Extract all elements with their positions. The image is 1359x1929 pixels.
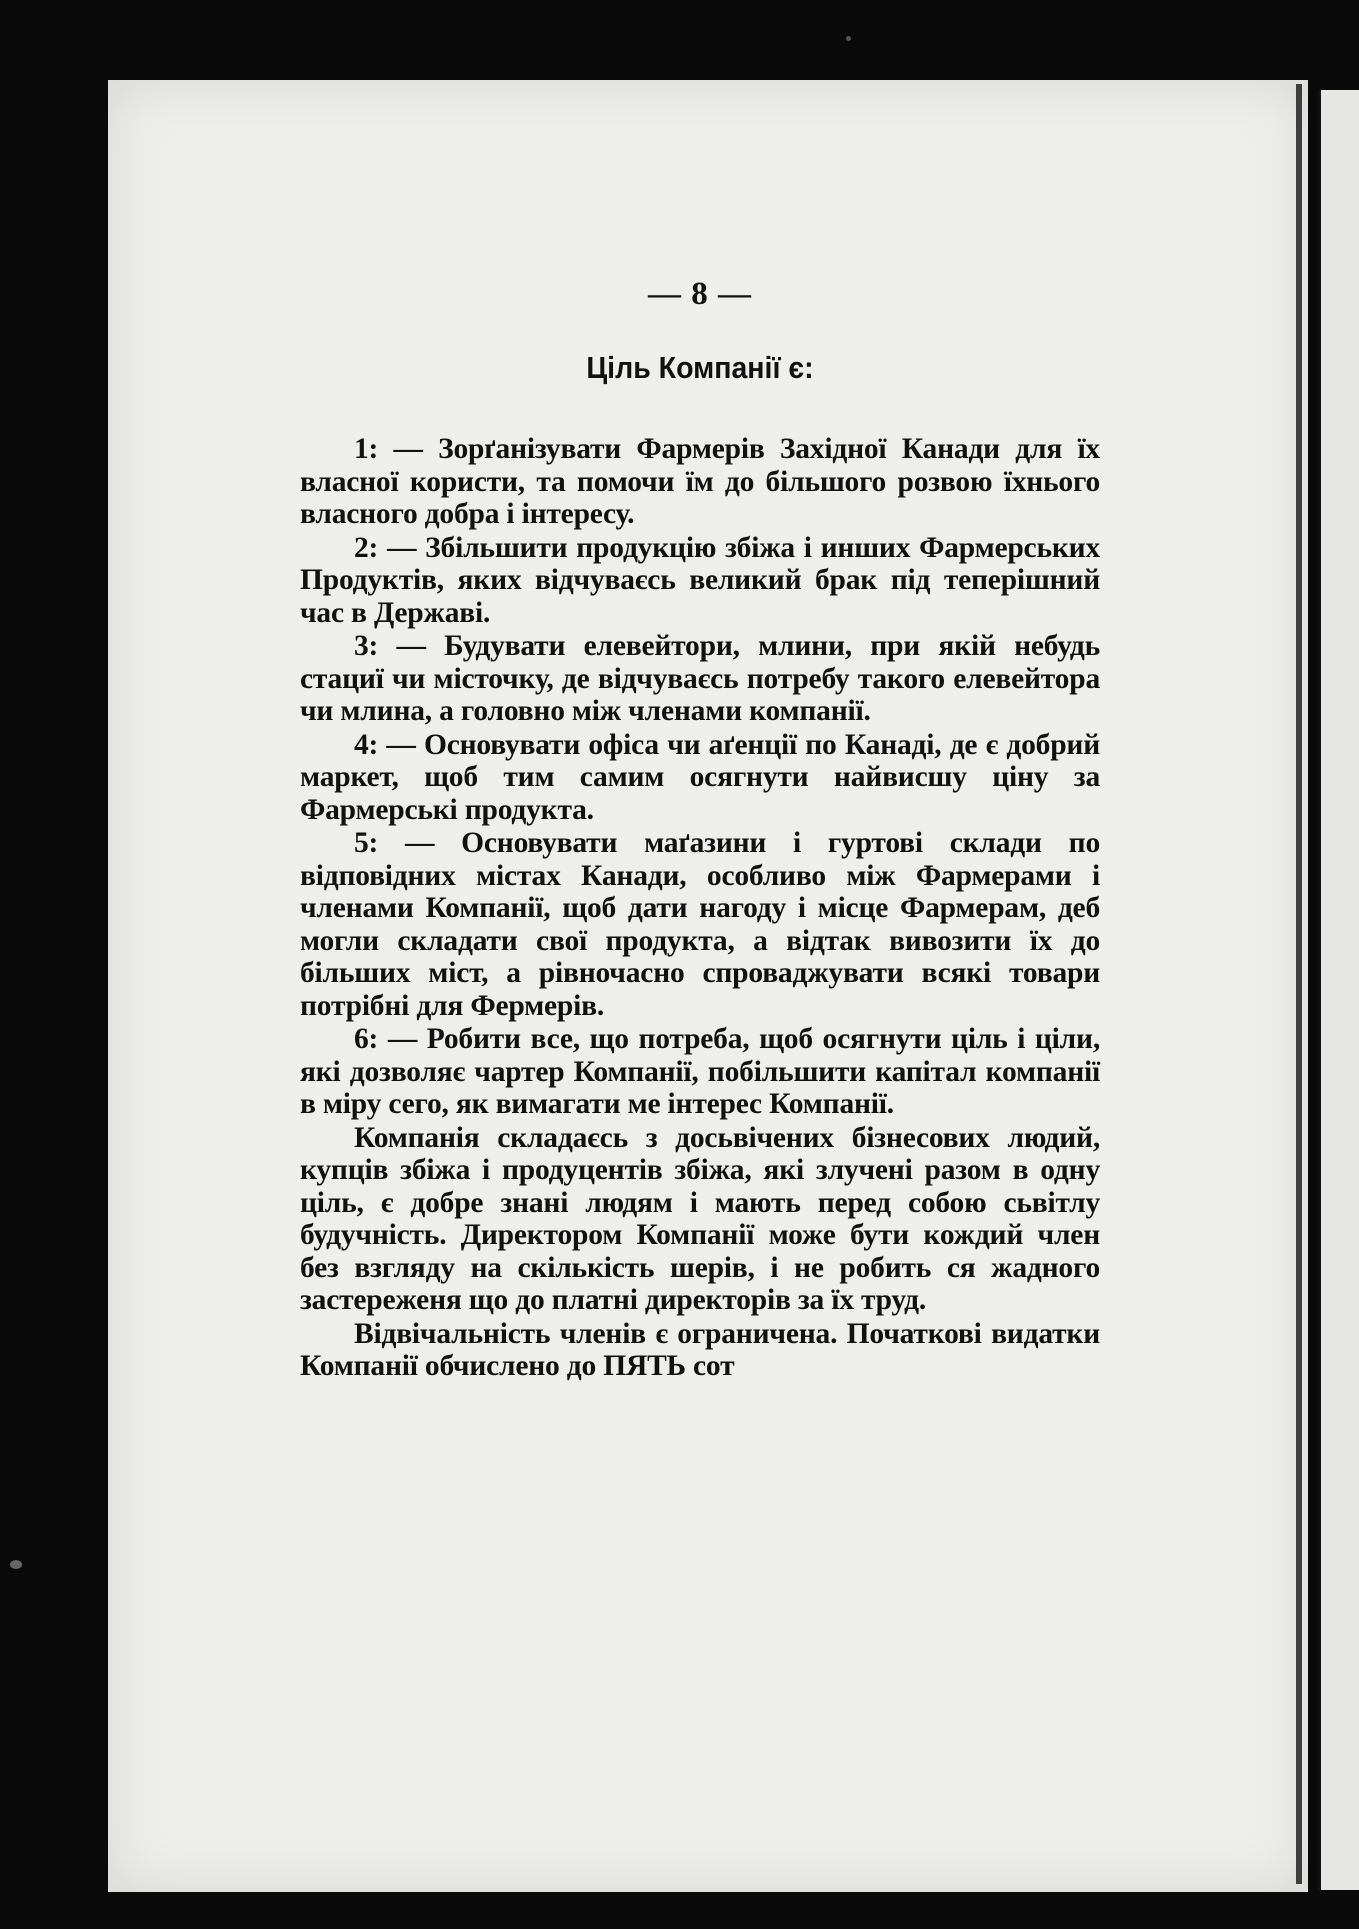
adjacent-page-edge — [1318, 90, 1359, 1890]
paragraph-4: 4: — Основувати офіса чи аґенції по Канаді, де є добрий маркет, щоб тим самим осягнути найвисшу ціну за Фармерські продукта. — [300, 728, 1100, 826]
paragraph-5: 5: — Основувати маґазини і гуртові склади по відповідних містах Канади, особливо між Фармерами і членами Компанії, щоб дати нагоду і місце Фармерам, деб могли складати свої продукта, а відтак вивозити їх до більших міст, а рівночасно спроваджувати всякі товари потрібні для Фермерів. — [300, 827, 1100, 1022]
dust-speck — [10, 1560, 22, 1569]
page-gutter-edge — [1296, 84, 1302, 1884]
paragraph-7: Компанія складаєсь з досьвічених бізнесових людий, купців збіжа і продуцентів збіжа, які злучені разом в одну ціль, є добре знані людям і мають перед собою сьвітлу будучність. Директором Компанії може бути кождий член без взгляду на скількість шерів, і не робить ся жадного застереженя що до платні директорів за їх труд. — [300, 1121, 1100, 1317]
paragraph-8: Відвічальність членів є ограничена. Початкові видатки Компанії обчислено до ПЯТЬ сот — [300, 1317, 1100, 1383]
page-number: — 8 — — [648, 276, 752, 312]
section-heading: Ціль Компанії є: — [586, 350, 814, 385]
paragraph-6: 6: — Робити все, що потреба, щоб осягнути ціль і ціли, які дозволяє чартер Компанії, побільшити капітал компанії в міру сего, як вимагати ме інтерес Компанії. — [300, 1023, 1100, 1121]
page-content — [300, 278, 1100, 1383]
paragraph-3: 3: — Будувати елевейтори, млини, при якій небудь стациї чи місточку, де відчуваєсь потребу такого елевейтора чи млина, а головно між членами компанії. — [300, 630, 1100, 728]
paragraph-1: 1: — Зорґанізувати Фармерів Західної Канади для їх власної користи, та помочи їм до більшого розвою їхнього власного добра і інтересу. — [300, 433, 1100, 531]
dust-speck — [846, 36, 851, 41]
paragraph-2: 2: — Збільшити продукцію збіжа і инших Фармерських Продуктів, яких відчуваєсь великий брак під теперішний час в Державі. — [300, 531, 1100, 629]
